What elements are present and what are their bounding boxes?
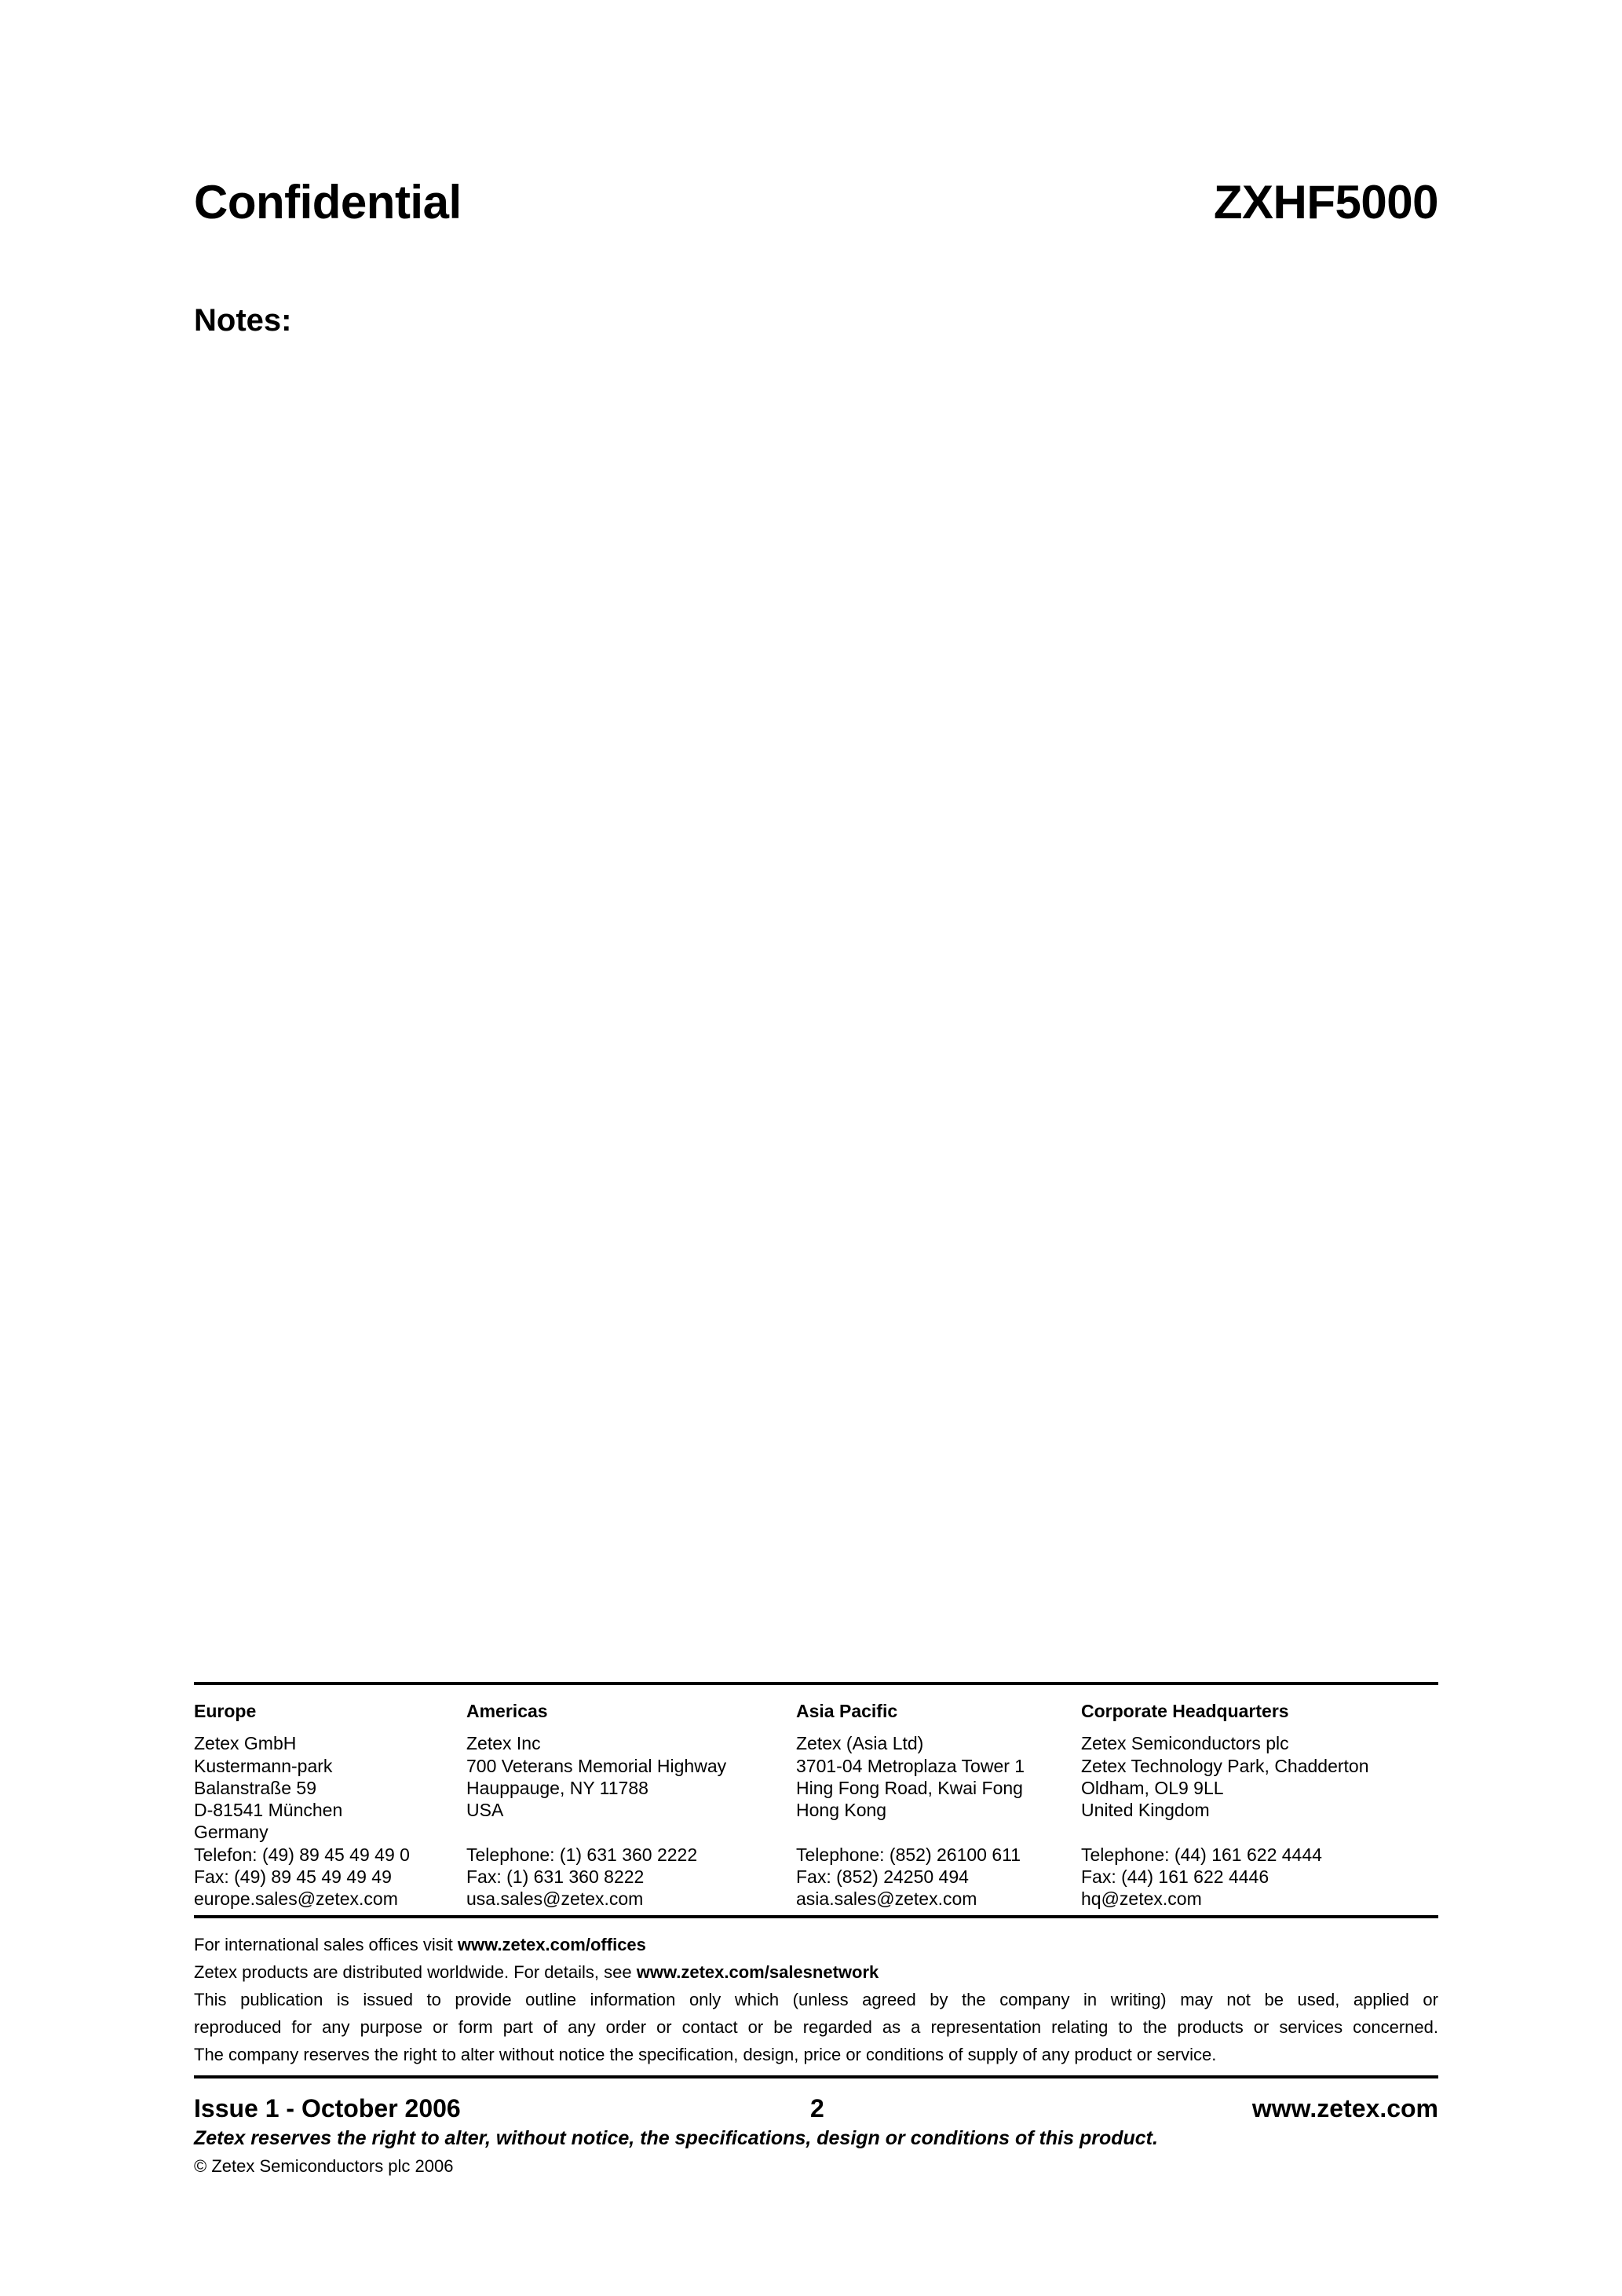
office-line: USA	[466, 1800, 504, 1821]
office-phone: Telefon: (49) 89 45 49 49 0	[194, 1844, 410, 1865]
office-line: Zetex (Asia Ltd)	[796, 1733, 924, 1754]
office-line: 700 Veterans Memorial Highway	[466, 1755, 727, 1776]
divider-top	[194, 1682, 1438, 1685]
office-fax: Fax: (49) 89 45 49 49 49	[194, 1866, 392, 1888]
office-americas	[466, 1700, 726, 1910]
office-phone: Telephone: (1) 631 360 2222	[466, 1844, 698, 1865]
office-fax: Fax: (852) 24250 494	[796, 1866, 969, 1888]
website-link[interactable]: www.zetex.com	[1251, 2094, 1438, 2122]
office-line: Zetex Technology Park, Chadderton	[1081, 1755, 1369, 1776]
document-label: Confidential	[194, 176, 462, 229]
distribution-note: Zetex products are distributed worldwide. For details, see www.zetex.com/salesnetwork	[194, 1962, 879, 1982]
copyright: © Zetex Semiconductors plc 2006	[194, 2156, 454, 2176]
office-region: Americas	[466, 1701, 548, 1721]
office-line: Zetex Semiconductors plc	[1081, 1733, 1289, 1754]
office-email[interactable]: hq@zetex.com	[1081, 1888, 1202, 1910]
office-line: D-81541 München	[194, 1800, 343, 1821]
office-corporate-headquarters	[1081, 1700, 1369, 1910]
office-line: Zetex Inc	[466, 1733, 541, 1754]
divider-bottom	[194, 2075, 1438, 2078]
office-line: United Kingdom	[1081, 1800, 1210, 1821]
office-asia-pacific	[796, 1700, 1025, 1910]
office-region: Europe	[194, 1701, 257, 1721]
reserve-notice: Zetex reserves the right to alter, without notice, the specifications, design or conditions of this product.	[194, 2127, 1158, 2149]
office-email[interactable]: asia.sales@zetex.com	[796, 1888, 977, 1910]
divider-middle	[194, 1915, 1438, 1918]
office-phone: Telephone: (44) 161 622 4444	[1081, 1844, 1322, 1865]
office-line: Zetex GmbH	[194, 1733, 297, 1754]
office-line: Germany	[194, 1822, 269, 1843]
office-line: Hing Fong Road, Kwai Fong	[796, 1777, 1023, 1798]
offices-link[interactable]: www.zetex.com/offices	[457, 1935, 646, 1954]
office-fax: Fax: (1) 631 360 8222	[466, 1866, 645, 1888]
part-number: ZXHF5000	[1213, 176, 1438, 229]
office-line: Oldham, OL9 9LL	[1081, 1777, 1224, 1798]
office-line: Hauppauge, NY 11788	[466, 1777, 648, 1798]
office-email[interactable]: europe.sales@zetex.com	[194, 1888, 398, 1910]
office-region: Corporate Headquarters	[1081, 1701, 1289, 1721]
notes-heading: Notes:	[194, 303, 292, 338]
office-phone: Telephone: (852) 26100 611	[796, 1844, 1021, 1865]
page-number: 2	[810, 2094, 824, 2122]
office-fax: Fax: (44) 161 622 4446	[1081, 1866, 1269, 1888]
office-line: Balanstraße 59	[194, 1777, 316, 1798]
office-line: Kustermann-park	[194, 1755, 333, 1776]
office-line: Hong Kong	[796, 1800, 887, 1821]
salesnetwork-link[interactable]: www.zetex.com/salesnetwork	[636, 1962, 879, 1982]
office-email[interactable]: usa.sales@zetex.com	[466, 1888, 644, 1910]
disclaimer-line: This publication is issued to provide outline information only which (unless agreed by the company in writing) may not be used, applied or	[194, 1990, 1438, 2009]
office-europe	[194, 1700, 410, 1910]
office-line: 3701-04 Metroplaza Tower 1	[796, 1755, 1025, 1776]
issue-date: Issue 1 - October 2006	[194, 2094, 461, 2122]
office-region: Asia Pacific	[796, 1701, 898, 1721]
disclaimer-line: reproduced for any purpose or form part of any order or contact or be regarded as a representation relating to the products or services concerned.	[194, 2017, 1438, 2037]
international-offices-note: For international sales offices visit www.zetex.com/offices	[194, 1935, 646, 1954]
disclaimer-line: The company reserves the right to alter without notice the specification, design, price or conditions of supply of any product or service.	[194, 2045, 1217, 2064]
